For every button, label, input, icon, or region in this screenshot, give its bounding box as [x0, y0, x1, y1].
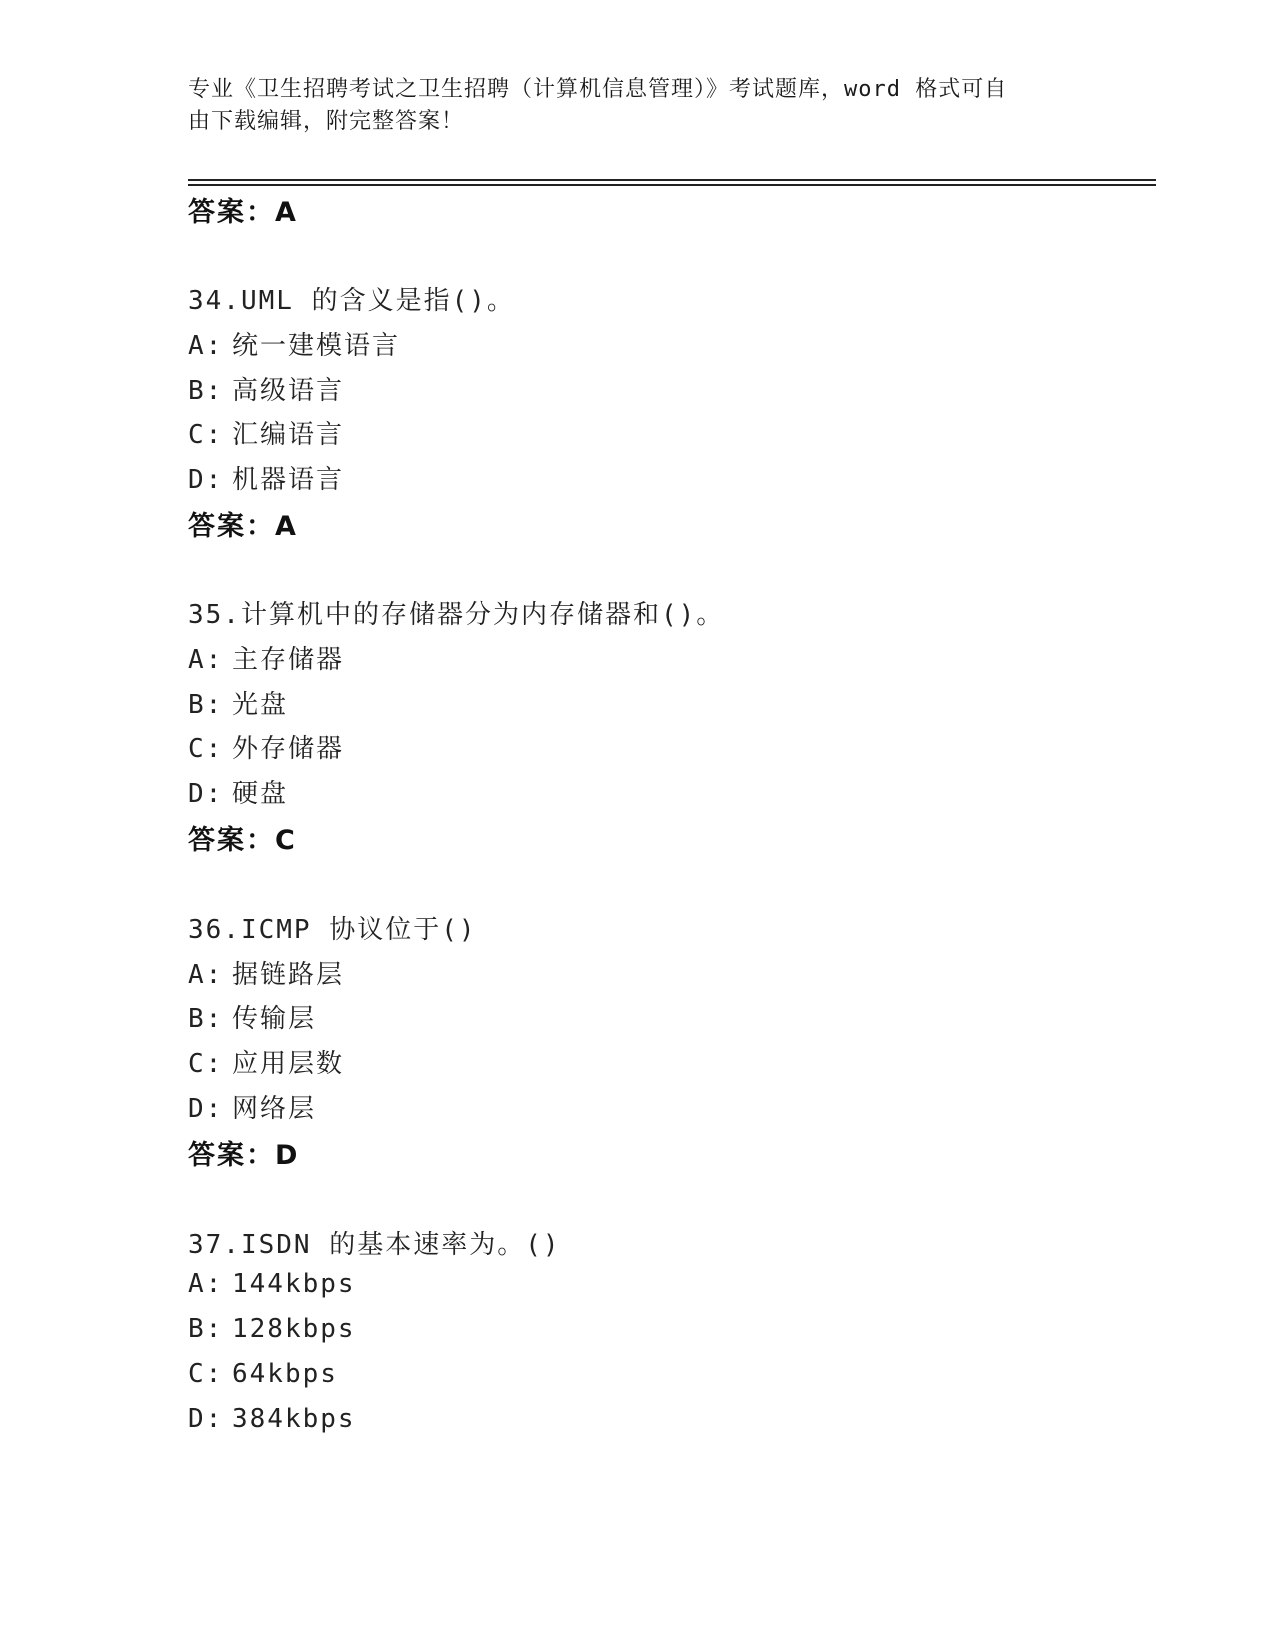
option-text: 128kbps [232, 1314, 356, 1344]
option-letter: D: [188, 465, 224, 495]
header-divider-bottom [188, 184, 1156, 186]
option-letter: D: [188, 1404, 224, 1434]
question-37-option-c [188, 1359, 338, 1389]
option-text: 高级语言 [232, 376, 345, 406]
question-35-option-b [188, 684, 288, 721]
option-letter: C: [188, 734, 224, 764]
option-letter: C: [188, 1359, 224, 1389]
option-letter: B: [188, 376, 224, 406]
header-line-1: 专业《卫生招聘考试之卫生招聘（计算机信息管理）》考试题库，word 格式可自 [188, 77, 1008, 102]
option-text: 384kbps [232, 1404, 356, 1434]
option-letter: A: [188, 331, 224, 361]
document-header [188, 74, 1068, 138]
option-text: 网络层 [232, 1094, 317, 1124]
question-37-option-a [188, 1269, 356, 1299]
question-34-option-b [188, 370, 344, 407]
option-text: 传输层 [232, 1004, 317, 1034]
option-text: 64kbps [232, 1359, 338, 1389]
question-37-option-d [188, 1404, 356, 1434]
question-34-option-c [188, 414, 344, 451]
previous-answer: 答案：A [188, 197, 298, 228]
question-37-option-b [188, 1314, 356, 1344]
option-text: 汇编语言 [232, 420, 345, 450]
question-34-option-d [188, 459, 344, 496]
option-text: 光盘 [232, 690, 289, 720]
option-text: 硬盘 [232, 779, 289, 809]
option-text: 外存储器 [232, 734, 345, 764]
question-35-option-c [188, 728, 344, 765]
option-text: 主存储器 [232, 645, 345, 675]
option-text: 机器语言 [232, 465, 345, 495]
option-letter: A: [188, 1269, 224, 1299]
option-letter: A: [188, 960, 224, 990]
question-36-option-c [188, 1043, 344, 1080]
option-letter: B: [188, 1314, 224, 1344]
question-35-stem: 35.计算机中的存储器分为内存储器和()。 [188, 600, 725, 630]
question-36-option-a [188, 954, 344, 991]
option-text: 统一建模语言 [232, 331, 401, 361]
option-letter: B: [188, 1004, 224, 1034]
option-letter: D: [188, 779, 224, 809]
option-letter: A: [188, 645, 224, 675]
question-37-stem: 37.ISDN 的基本速率为。() [188, 1230, 561, 1260]
option-letter: B: [188, 690, 224, 720]
header-line-2: 由下载编辑，附完整答案！ [188, 109, 465, 134]
question-36-option-b [188, 998, 316, 1035]
question-34-answer: 答案：A [188, 511, 298, 542]
question-34-stem: 34.UML 的含义是指()。 [188, 286, 515, 316]
option-letter: C: [188, 420, 224, 450]
option-letter: D: [188, 1094, 224, 1124]
option-text: 据链路层 [232, 960, 345, 990]
header-divider-top [188, 179, 1156, 181]
question-36-stem: 36.ICMP 协议位于() [188, 915, 477, 945]
option-text: 144kbps [232, 1269, 356, 1299]
option-letter: C: [188, 1049, 224, 1079]
question-34-option-a [188, 325, 400, 362]
question-35-option-a [188, 639, 344, 676]
question-36-option-d [188, 1088, 316, 1125]
question-35-option-d [188, 773, 288, 810]
question-35-answer: 答案：C [188, 825, 297, 856]
question-36-answer: 答案：D [188, 1140, 300, 1171]
option-text: 应用层数 [232, 1049, 345, 1079]
